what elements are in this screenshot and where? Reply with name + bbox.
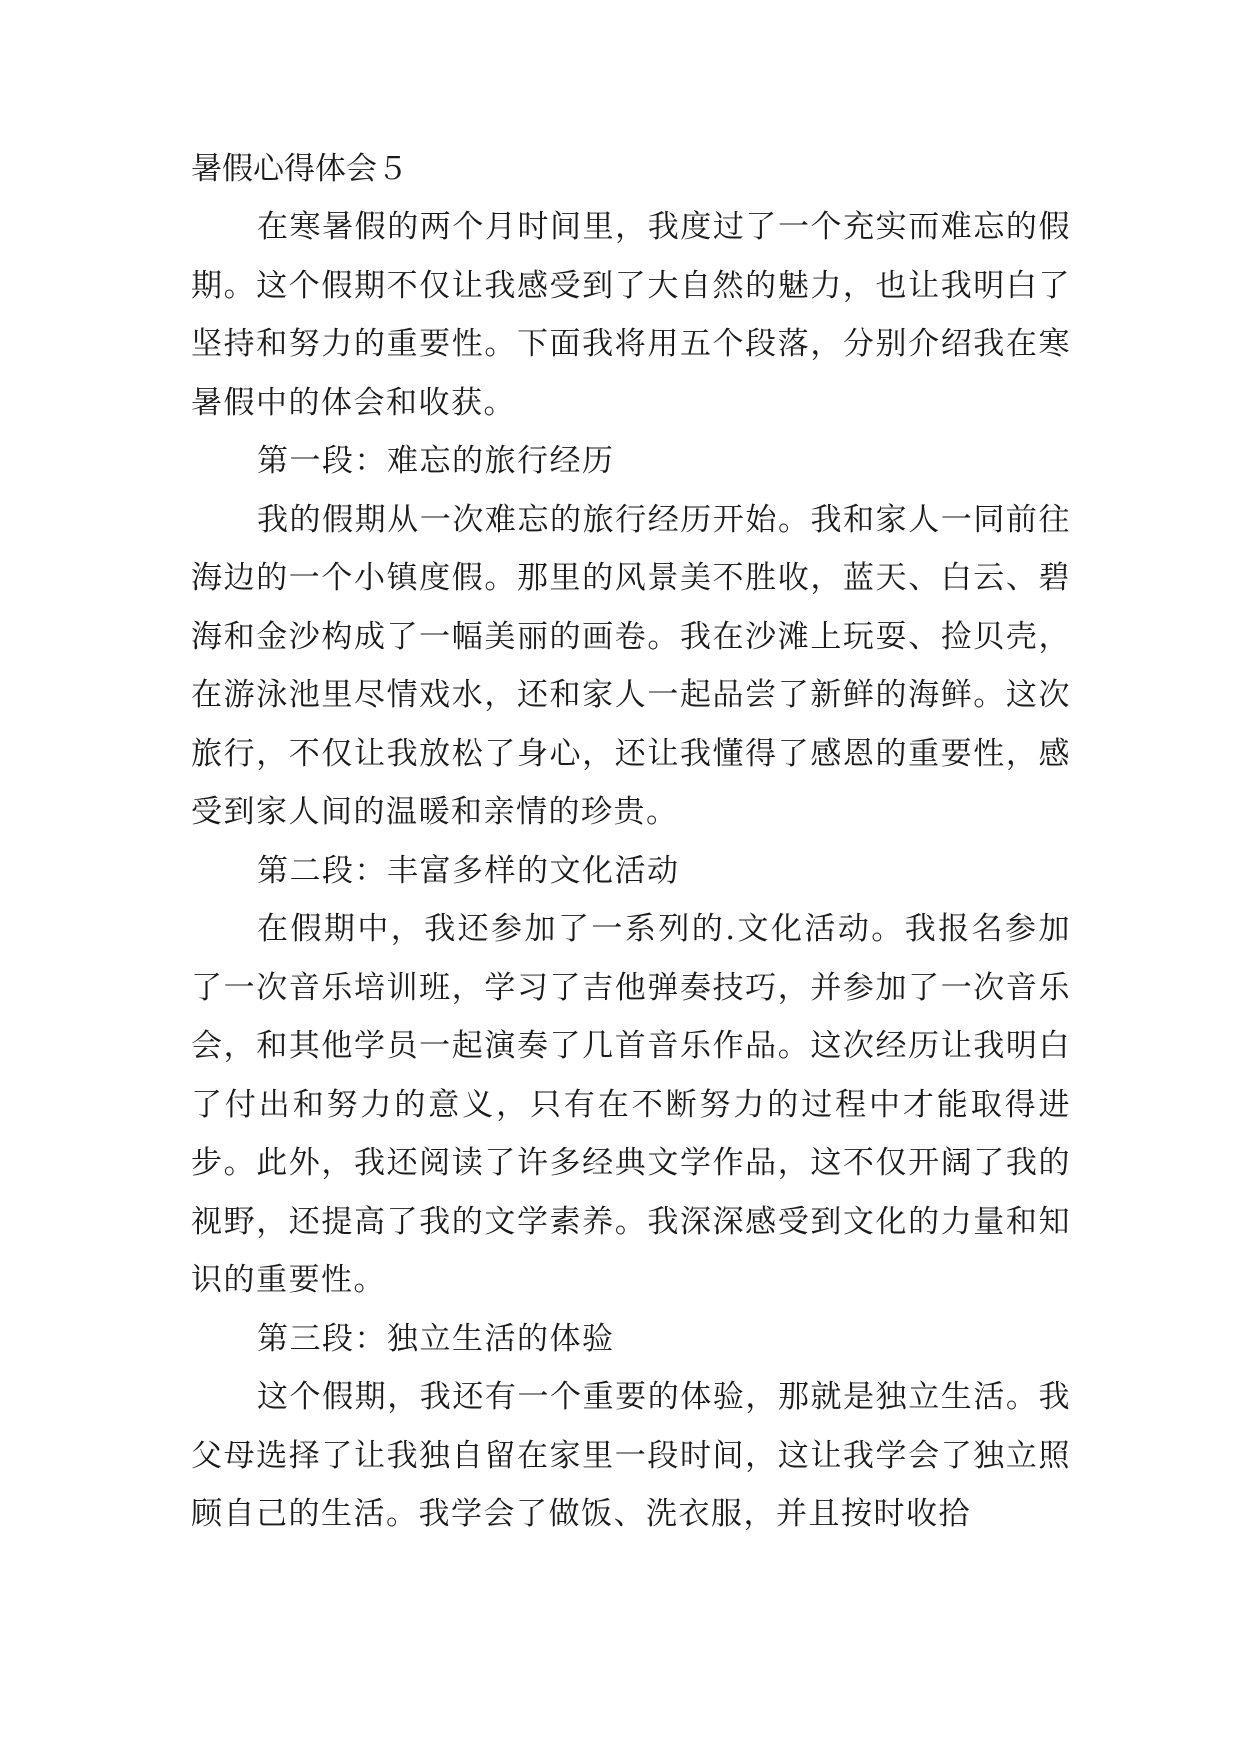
document-body bbox=[191, 140, 1071, 1544]
section-paragraph-2: 在假期中，我还参加了一系列的.文化活动。我报名参加了一次音乐培训班，学习了吉他弹奏技巧，并参加了一次音乐会，和其他学员一起演奏了几首音乐作品。这次经历让我明白了付出和努力的意义，只有在不断努力的过程中才能取得进步。此外，我还阅读了许多经典文学作品，这不仅开阔了我的视野，还提高了我的文学素养。我深深感受到文化的力量和知识的重要性。 bbox=[191, 911, 1071, 1298]
section-paragraph-1: 我的假期从一次难忘的旅行经历开始。我和家人一同前往海边的一个小镇度假。那里的风景美不胜收，蓝天、白云、碧海和金沙构成了一幅美丽的画卷。我在沙滩上玩耍、捡贝壳，在游泳池里尽情戏水，还和家人一起品尝了新鲜的海鲜。这次旅行，不仅让我放松了身心，还让我懂得了感恩的重要性，感受到家人间的温暖和亲情的珍贵。 bbox=[191, 501, 1071, 830]
section-heading-3: 第三段：独立生活的体验 bbox=[257, 1320, 615, 1357]
intro-paragraph: 在寒暑假的两个月时间里，我度过了一个充实而难忘的假期。这个假期不仅让我感受到了大自然的魅力，也让我明白了坚持和努力的重要性。下面我将用五个段落，分别介绍我在寒暑假中的体会和收获。 bbox=[191, 209, 1071, 421]
section-heading-1: 第一段：难忘的旅行经历 bbox=[257, 443, 615, 479]
section-heading-2: 第二段：丰富多样的文化活动 bbox=[257, 852, 680, 889]
section-paragraph-3: 这个假期，我还有一个重要的体验，那就是独立生活。我父母选择了让我独自留在家里一段时间，这让我学会了独立照顾自己的生活。我学会了做饭、洗衣服，并且按时收拾 bbox=[191, 1379, 1071, 1532]
document-title: 暑假心得体会５ bbox=[191, 151, 408, 187]
